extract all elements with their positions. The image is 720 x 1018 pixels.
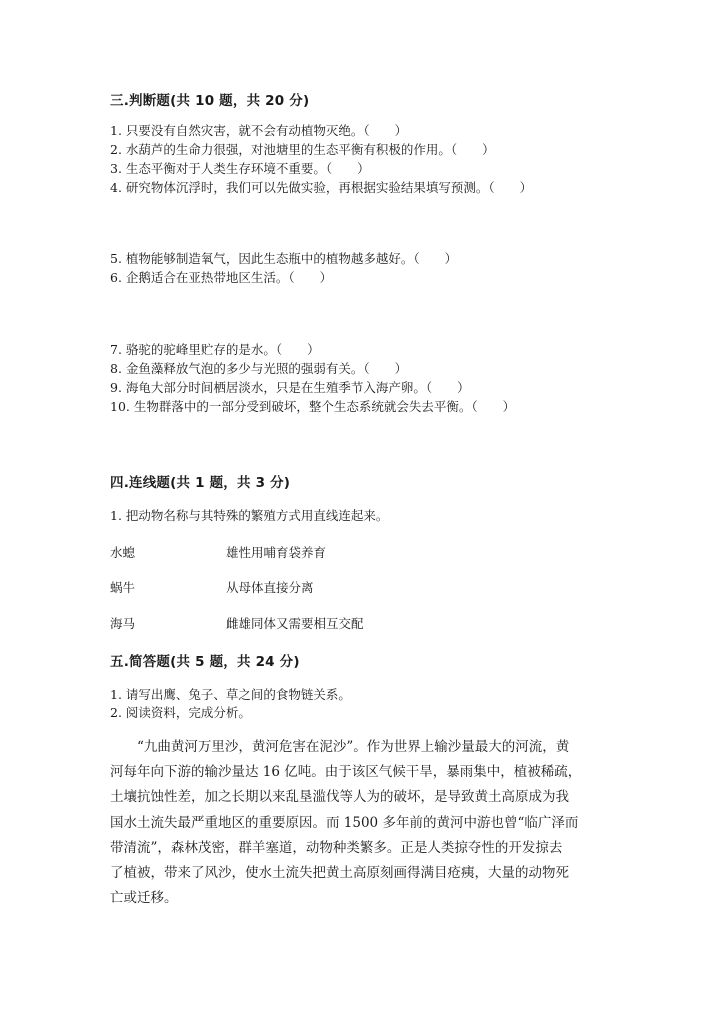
section-3-title: 三.判断题(共 10 题，共 20 分) bbox=[110, 93, 310, 109]
judgement-question-2: 2. 水葫芦的生命力很强，对池塘里的生态平衡有积极的作用。（ ） bbox=[110, 142, 495, 157]
judgement-question-7: 7. 骆驼的驼峰里贮存的是水。（ ） bbox=[110, 342, 320, 357]
short-answer-question-2: 2. 阅读资料，完成分析。 bbox=[110, 705, 251, 720]
judgement-question-6: 6. 企鹅适合在亚热带地区生活。（ ） bbox=[110, 270, 333, 285]
judgement-question-10: 10. 生物群落中的一部分受到破坏，整个生态系统就会失去平衡。（ ） bbox=[110, 399, 516, 414]
matching-method-3: 雌雄同体又需要相互交配 bbox=[226, 616, 364, 631]
section-4-title: 四.连线题(共 1 题，共 3 分) bbox=[110, 475, 291, 491]
passage-line: 国水土流失最严重地区的重要原因。而 1500 多年前的黄河中游也曾“临广泽而 bbox=[110, 814, 579, 831]
passage-line: 了植被，带来了风沙，使水土流失把黄土高原刻画得满目疮痍，大量的动物死 bbox=[110, 865, 569, 882]
judgement-question-9: 9. 海龟大部分时间栖居淡水，只是在生殖季节入海产卵。（ ） bbox=[110, 380, 470, 395]
matching-animal-2: 蜗牛 bbox=[110, 580, 136, 595]
passage-line: 河每年向下游的输沙量达 16 亿吨。由于该区气候干旱，暴雨集中，植被稀疏， bbox=[110, 764, 582, 781]
judgement-question-8: 8. 金鱼藻释放气泡的多少与光照的强弱有关。（ ） bbox=[110, 361, 408, 376]
judgement-question-1: 1. 只要没有自然灾害，就不会有动植物灭绝。（ ） bbox=[110, 123, 408, 138]
passage-line: 亡或迁移。 bbox=[110, 890, 178, 907]
matching-question: 1. 把动物名称与其特殊的繁殖方式用直线连起来。 bbox=[110, 508, 389, 523]
judgement-question-5: 5. 植物能够制造氧气，因此生态瓶中的植物越多越好。（ ） bbox=[110, 251, 458, 266]
short-answer-question-1: 1. 请写出鹰、兔子、草之间的食物链关系。 bbox=[110, 687, 351, 702]
matching-animal-3: 海马 bbox=[110, 616, 136, 631]
passage-line: 土壤抗蚀性差，加之长期以来乱垦滥伐等人为的破坏，是导致黄土高原成为我 bbox=[110, 789, 569, 806]
reading-passage bbox=[110, 735, 606, 911]
matching-method-2: 从母体直接分离 bbox=[226, 580, 314, 595]
judgement-question-3: 3. 生态平衡对于人类生存环境不重要。（ ） bbox=[110, 161, 370, 176]
matching-animal-1: 水螅 bbox=[110, 545, 136, 560]
matching-method-1: 雄性用哺育袋养育 bbox=[226, 545, 327, 560]
judgement-question-4: 4. 研究物体沉浮时，我们可以先做实验，再根据实验结果填写预测。（ ） bbox=[110, 180, 533, 195]
passage-line: “九曲黄河万里沙，黄河危害在泥沙”。作为世界上输沙量最大的河流，黄 bbox=[137, 739, 570, 755]
passage-line: 带清流”，森林茂密，群羊塞道，动物种类繁多。正是人类掠夺性的开发掠去 bbox=[110, 839, 563, 856]
section-5-title: 五.简答题(共 5 题，共 24 分) bbox=[110, 654, 300, 670]
